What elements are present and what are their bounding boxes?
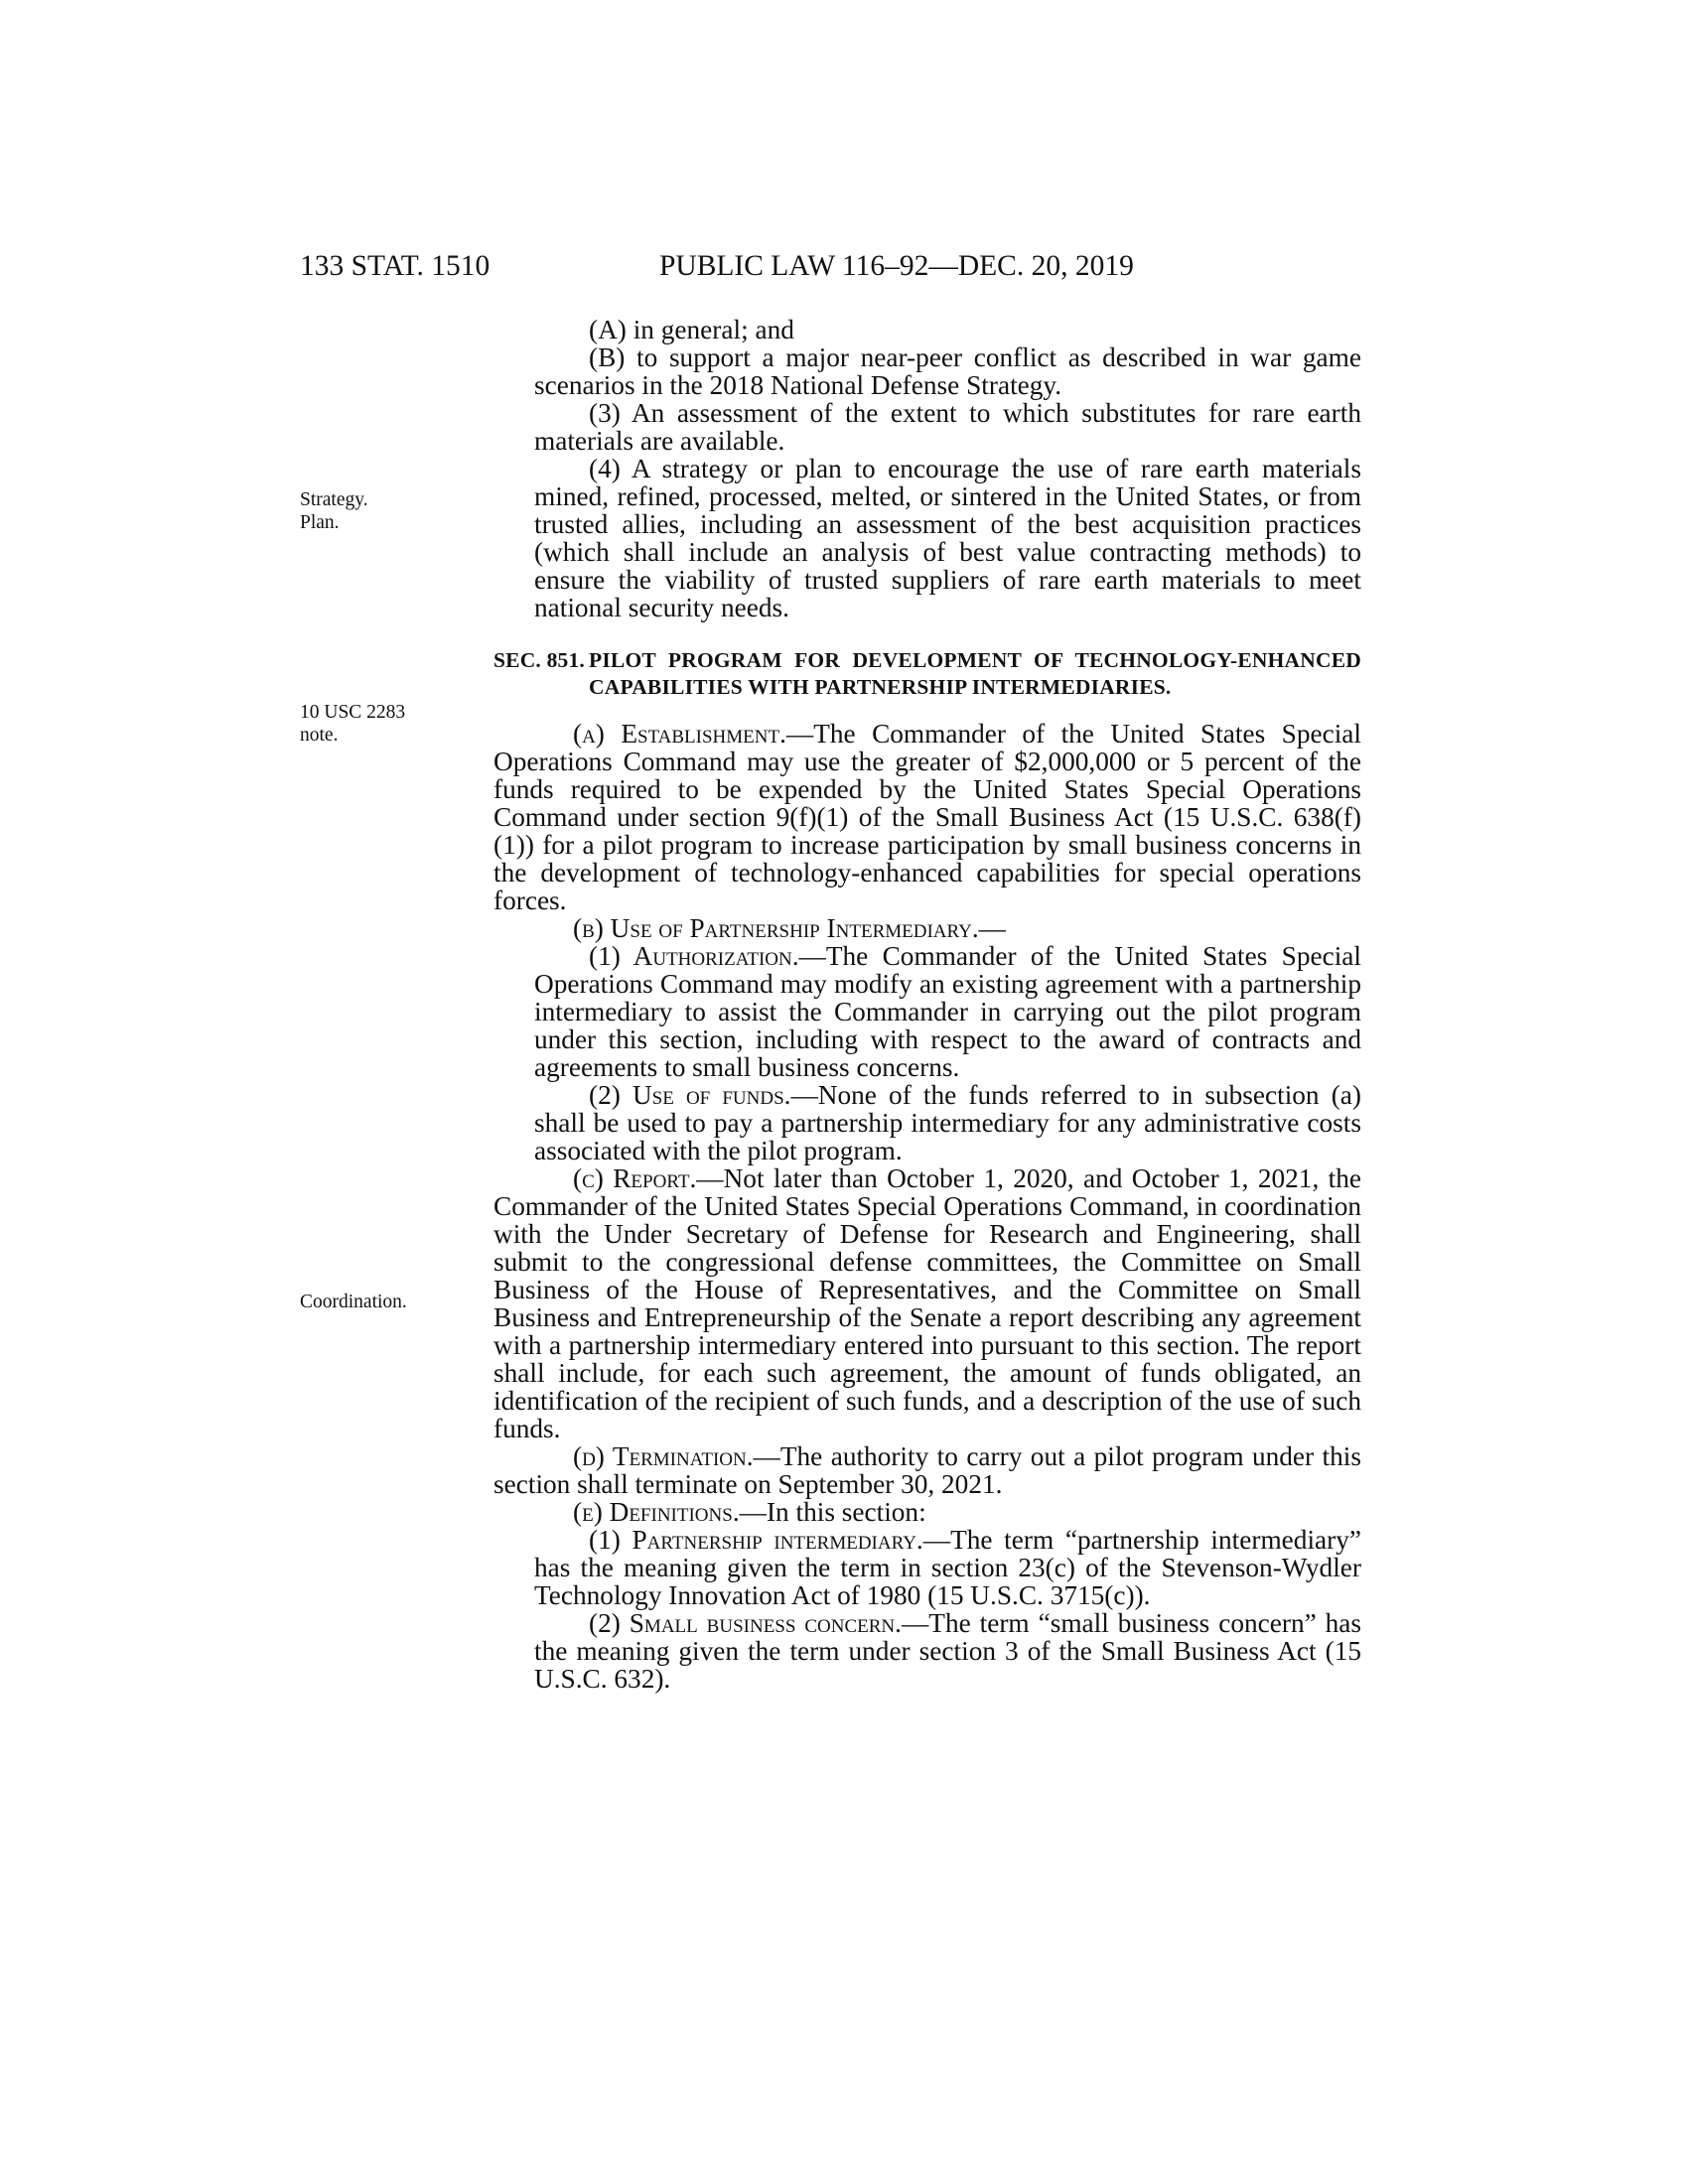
- item-a: (A) in general; and: [589, 315, 794, 344]
- subsection-c-text: Not later than October 1, 2020, and October 1, 2021, the Commander of the United States Special Operations Command, in coordination with the Under Secretary of Defense for Research and Engineering, shall submit to the congressional defense committees, the Committee on Small Business of the House of Representatives, and the Committee on Small Business and Entrepreneurship of the Senate a report describing any agreement with a partnership intermediary entered into pursuant to this section. The report shall include, for each such agreement, the amount of funds obligated, an identification of the recipient of such funds, and a description of the use of such funds.: [493, 1163, 1361, 1443]
- item-3: (3) An assessment of the extent to which substitutes for rare earth materials are available.: [534, 398, 1361, 456]
- margin-note-strategy: Strategy.: [300, 489, 368, 510]
- paragraph-b1-text: The Commander of the United States Special Operations Command may modify an existing agreement with a partnership intermediary to assist the Commander in carrying out the pilot program under this section, including with respect to the award of contracts and agreements to small business concerns.: [534, 941, 1361, 1082]
- paragraph-e1-text: The term “partnership intermediary” has the meaning given the term in section 23(c) of the Stevenson-Wydler Technology Innovation Act of 1980 (15 U.S.C. 3715(c)).: [534, 1525, 1362, 1610]
- section-heading: [493, 647, 1361, 700]
- section-title: PILOT PROGRAM FOR DEVELOPMENT OF TECHNOLOGY-ENHANCED CAPABILITIES WITH PARTNERSHIP INTERMEDIARIES.: [589, 648, 1361, 699]
- paragraph-b2-heading: (2) Use of funds.—: [589, 1080, 818, 1110]
- subsection-e-text: In this section:: [766, 1497, 926, 1527]
- item-4: (4) A strategy or plan to encourage the use of rare earth materials mined, refined, processed, melted, or sintered in the United States, or from trusted allies, including an assessment of the best acquisition practices (which shall include an analysis of best value contracting methods) to ensure the viability of trusted suppliers of rare earth materials to meet national security needs.: [534, 454, 1361, 622]
- paragraph-e2-text: The term “small business concern” has the meaning given the term under section 3 of the Small Business Act (15 U.S.C. 632).: [534, 1608, 1362, 1694]
- subsection-b: [493, 914, 1361, 942]
- section-number: SEC. 851.: [493, 648, 585, 672]
- paragraph-e2: [493, 1609, 1361, 1693]
- paragraph-b2-text: None of the funds referred to in subsection (a) shall be used to pay a partnership intermediary for any administrative costs associated with the pilot program.: [534, 1080, 1361, 1165]
- subsection-d: [493, 1442, 1361, 1498]
- margin-note-coordination: [300, 1291, 459, 1313]
- document-body: [493, 316, 1361, 1693]
- paragraph-e2-heading: (2) Small business concern.—: [589, 1608, 929, 1638]
- margin-note-usc: [300, 701, 459, 747]
- margin-note-coordination-text: Coordination.: [300, 1292, 407, 1312]
- page-header: [300, 248, 1392, 288]
- margin-note-usc-note: note.: [300, 725, 339, 746]
- subsection-e-heading: (e) Definitions.—: [573, 1497, 767, 1527]
- paragraph-b1-heading: (1) Authorization.—: [589, 941, 826, 971]
- subsection-a-text: The Commander of the United States Special Operations Command may use the greater of $2,000,000 or 5 percent of the funds required to be expended by the United States Special Operations Command under section 9(f)(1) of the Small Business Act (15 U.S.C. 638(f)(1)) for a pilot program to increase participation by small business concerns in the development of technology-enhanced capabilities for special operations forces.: [493, 719, 1362, 915]
- item-b: (B) to support a major near-peer conflict as described in war game scenarios in the 2018 National Defense Strategy.: [534, 342, 1361, 400]
- subsection-a-heading: (a) Establishment.—: [573, 719, 814, 749]
- paragraph-e1: [493, 1526, 1361, 1609]
- margin-note-usc-citation: 10 USC 2283: [300, 702, 406, 723]
- paragraph-b2: [493, 1081, 1361, 1164]
- subsection-a: [493, 720, 1361, 914]
- stat-page-number: 133 STAT. 1510: [300, 250, 491, 282]
- subsection-d-text: The authority to carry out a pilot program under this section shall terminate on September 30, 2021.: [493, 1441, 1361, 1499]
- margin-note-strategy-plan: [300, 488, 459, 534]
- subsection-b-heading: (b) Use of Partnership Intermediary.—: [573, 913, 1006, 943]
- subsection-c-heading: (c) Report.—: [573, 1163, 724, 1193]
- subsection-e: [493, 1498, 1361, 1526]
- subsection-d-heading: (d) Termination.—: [573, 1441, 780, 1471]
- margin-note-plan: Plan.: [300, 512, 340, 533]
- paragraph-b1: [493, 942, 1361, 1081]
- public-law-heading: PUBLIC LAW 116–92—DEC. 20, 2019: [659, 250, 1134, 282]
- subsection-c: [493, 1164, 1361, 1442]
- paragraph-e1-heading: (1) Partnership intermediary.—: [589, 1525, 951, 1555]
